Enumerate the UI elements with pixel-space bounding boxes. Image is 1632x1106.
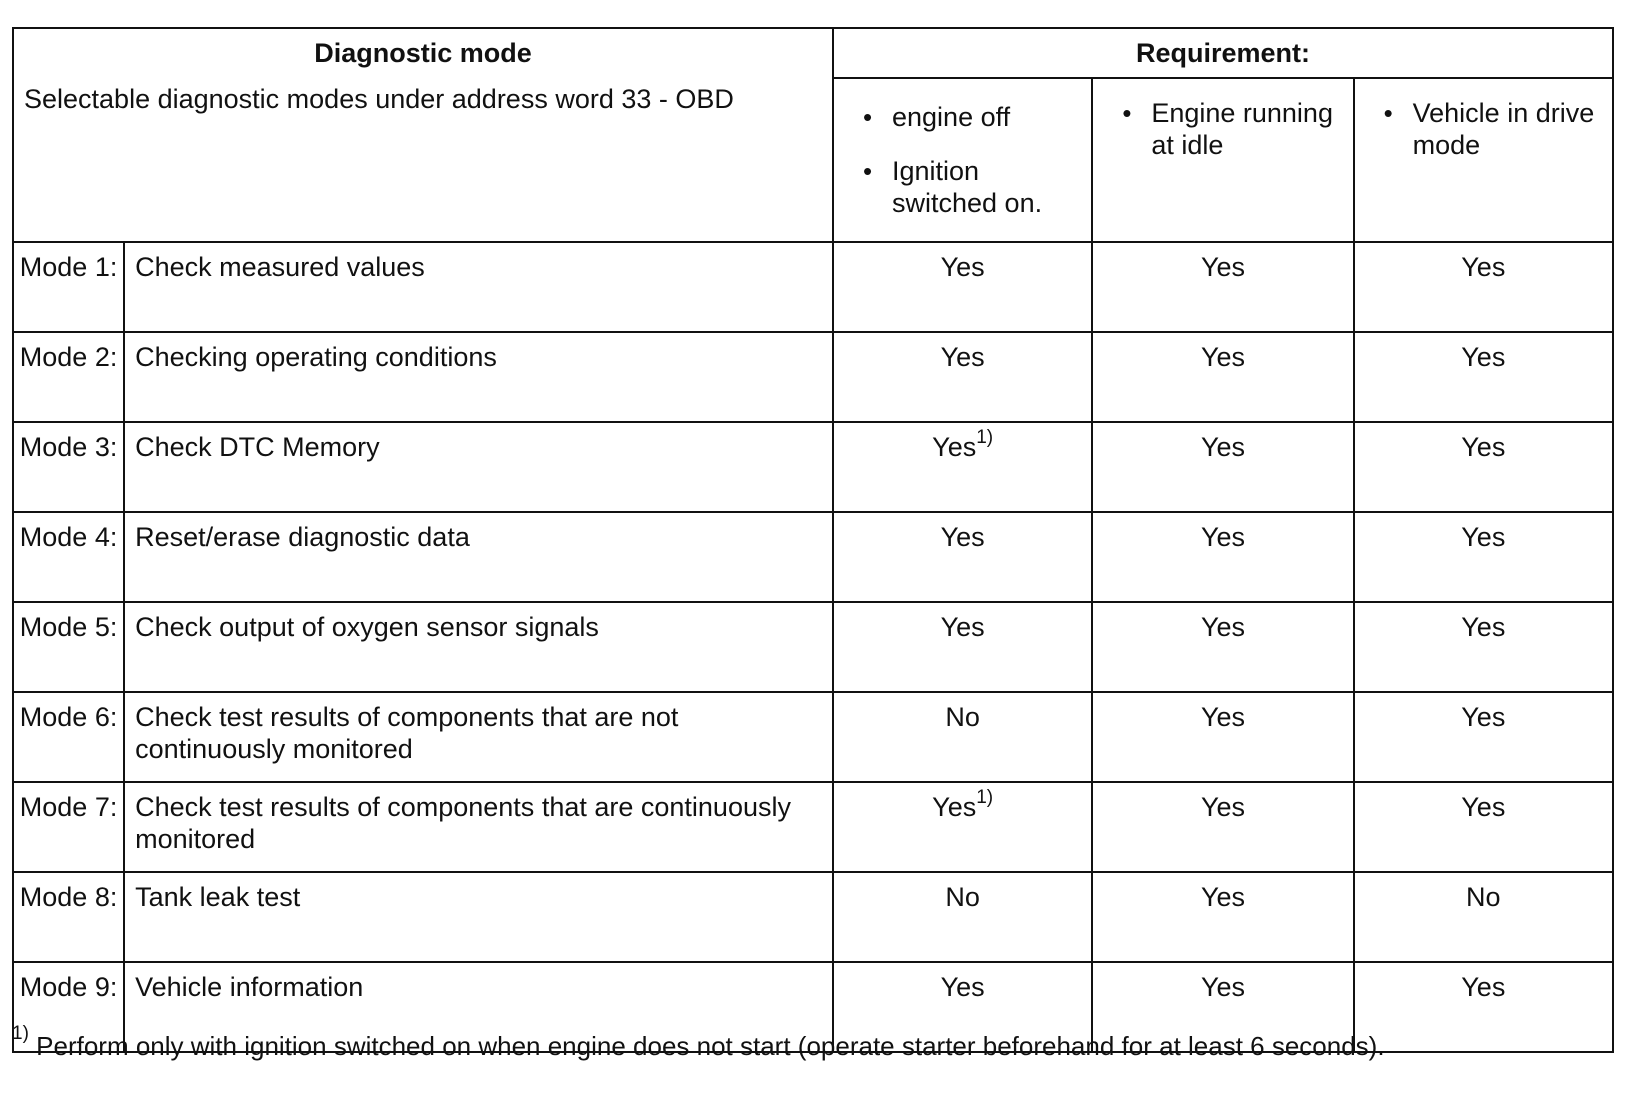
engine-idle-value: Yes bbox=[1092, 602, 1353, 692]
vehicle-drive-value: Yes bbox=[1354, 782, 1613, 872]
mode-description: Check measured values bbox=[124, 242, 833, 332]
mode-label: Mode 6: bbox=[13, 692, 124, 782]
diagnostic-mode-subtitle: Selectable diagnostic modes under address word 33 - OBD bbox=[24, 84, 734, 114]
mode-label: Mode 4: bbox=[13, 512, 124, 602]
engine-off-value bbox=[833, 242, 1092, 332]
mode-description: Vehicle information bbox=[124, 962, 833, 1052]
engine-idle-value: Yes bbox=[1092, 332, 1353, 422]
condition-item: • Ignition switched on. bbox=[892, 155, 1081, 219]
engine-off-value bbox=[833, 602, 1092, 692]
mode-label: Mode 8: bbox=[13, 872, 124, 962]
engine-idle-value: Yes bbox=[1092, 512, 1353, 602]
mode-description: Checking operating conditions bbox=[124, 332, 833, 422]
engine-off-value bbox=[833, 332, 1092, 422]
condition-item: • engine off bbox=[892, 101, 1081, 133]
footnote bbox=[12, 1023, 1612, 1062]
footnote-ref: 1) bbox=[976, 787, 994, 808]
mode-label: Mode 3: bbox=[13, 422, 124, 512]
engine-off-value bbox=[833, 512, 1092, 602]
vehicle-drive-value: Yes bbox=[1354, 422, 1613, 512]
engine-off-value bbox=[833, 872, 1092, 962]
engine-off-value bbox=[833, 782, 1092, 872]
engine-off-value bbox=[833, 422, 1092, 512]
footnote-ref: 1) bbox=[976, 427, 994, 448]
mode-description: Check output of oxygen sensor signals bbox=[124, 602, 833, 692]
engine-idle-value: Yes bbox=[1092, 782, 1353, 872]
table-row bbox=[13, 332, 1613, 422]
engine-off-value bbox=[833, 692, 1092, 782]
table-row bbox=[13, 242, 1613, 332]
vehicle-drive-value: Yes bbox=[1354, 512, 1613, 602]
mode-rows bbox=[13, 242, 1613, 1052]
table-row bbox=[13, 872, 1613, 962]
condition-item: • Vehicle in drive mode bbox=[1413, 97, 1602, 161]
engine-idle-value: Yes bbox=[1092, 422, 1353, 512]
table-row bbox=[13, 602, 1613, 692]
condition-vehicle-drive bbox=[1354, 78, 1613, 242]
vehicle-drive-value: Yes bbox=[1354, 242, 1613, 332]
mode-label: Mode 7: bbox=[13, 782, 124, 872]
requirement-title: Requirement: bbox=[1135, 38, 1311, 68]
mode-label: Mode 2: bbox=[13, 332, 124, 422]
engine-off-value-text: Yes bbox=[940, 252, 985, 282]
table-row bbox=[13, 512, 1613, 602]
engine-off-value-text: Yes bbox=[932, 432, 977, 462]
vehicle-drive-value: Yes bbox=[1354, 962, 1613, 1052]
condition-engine-idle bbox=[1092, 78, 1353, 242]
diagnostic-mode-title: Diagnostic mode bbox=[314, 38, 532, 68]
diagnostic-modes-table bbox=[12, 27, 1614, 1053]
vehicle-drive-value: No bbox=[1354, 872, 1613, 962]
mode-description: Check DTC Memory bbox=[124, 422, 833, 512]
table-row bbox=[13, 422, 1613, 512]
vehicle-drive-value: Yes bbox=[1354, 332, 1613, 422]
requirement-header bbox=[833, 28, 1613, 78]
engine-off-value-text: Yes bbox=[940, 522, 985, 552]
engine-off-value-text: Yes bbox=[940, 972, 985, 1002]
vehicle-drive-value: Yes bbox=[1354, 602, 1613, 692]
engine-off-value-text: Yes bbox=[940, 342, 985, 372]
engine-off-value-text: Yes bbox=[940, 612, 985, 642]
mode-description: Check test results of components that are continuously monitored bbox=[124, 782, 833, 872]
vehicle-drive-value: Yes bbox=[1354, 692, 1613, 782]
engine-off-value-text: Yes bbox=[932, 792, 977, 822]
engine-idle-value: Yes bbox=[1092, 692, 1353, 782]
footnote-text: Perform only with ignition switched on when engine does not start (operate starter beforehand for at least 6 seconds). bbox=[36, 1031, 1385, 1061]
mode-label: Mode 1: bbox=[13, 242, 124, 332]
table-row bbox=[13, 782, 1613, 872]
mode-label: Mode 5: bbox=[13, 602, 124, 692]
diagnostic-mode-header bbox=[13, 28, 833, 242]
engine-off-value-text: No bbox=[945, 882, 980, 912]
mode-description: Check test results of components that are not continuously monitored bbox=[124, 692, 833, 782]
mode-description: Tank leak test bbox=[124, 872, 833, 962]
footnote-marker: 1) bbox=[12, 1023, 29, 1044]
engine-off-value-text: No bbox=[945, 702, 980, 732]
condition-engine-off bbox=[833, 78, 1092, 242]
engine-idle-value: Yes bbox=[1092, 872, 1353, 962]
mode-description: Reset/erase diagnostic data bbox=[124, 512, 833, 602]
engine-idle-value: Yes bbox=[1092, 242, 1353, 332]
condition-item: • Engine running at idle bbox=[1151, 97, 1342, 161]
mode-label: Mode 9: bbox=[13, 962, 124, 1052]
engine-idle-value: Yes bbox=[1092, 962, 1353, 1052]
table-row bbox=[13, 692, 1613, 782]
